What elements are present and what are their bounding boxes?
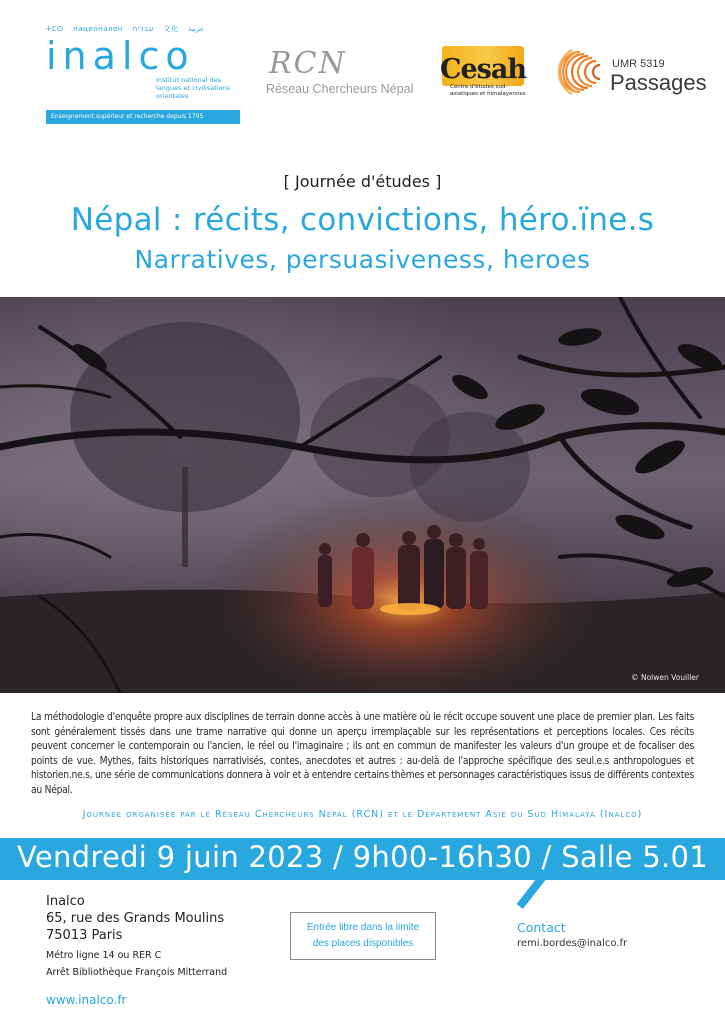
cesah-logo — [440, 46, 526, 98]
passages-rings-icon — [546, 48, 608, 96]
rcn-mark: RCN — [269, 46, 347, 81]
date-time-room: Vendredi 9 juin 2023 / 9h00-16h30 / Salle 5.01 — [16, 840, 709, 874]
website-link[interactable]: www.inalco.fr — [46, 993, 127, 1007]
contact-heading: Contact — [517, 920, 566, 935]
campfire-scene-image — [0, 297, 725, 693]
cesah-tagline: Centre d'études sud-asiatiques et himalayennes — [450, 84, 526, 97]
photo-credit: © Nolwen Vouiller — [631, 673, 699, 682]
cesah-wordmark: Cesah — [440, 54, 526, 85]
event-title: Népal : récits, convictions, héro.ïne.s — [70, 202, 655, 238]
passages-umr: UMR 5319 — [612, 58, 665, 70]
venue-stop: Arrêt Bibliothèque François Mitterrand — [46, 967, 228, 978]
contact-email-link[interactable]: remi.bordes@inalco.fr — [517, 938, 628, 949]
campfire-photo — [0, 297, 725, 693]
venue-name: Inalco — [46, 894, 85, 909]
entry-line-1: Entrée libre dans la limite — [306, 922, 420, 933]
event-kicker: [ Journée d'études ] — [283, 172, 442, 191]
organised-by: Journée organisée par le Réseau Chercheurs Népal (RCN) et le Département Asie du Sud Himalaya (Inalco) — [82, 809, 643, 820]
entry-line-2: des places disponibles — [312, 938, 414, 949]
inalco-logo — [46, 24, 240, 120]
passages-logo — [546, 48, 716, 96]
date-banner — [0, 838, 725, 880]
free-entry-box — [290, 912, 436, 960]
venue-city: 75013 Paris — [46, 928, 123, 943]
rcn-logo — [266, 48, 431, 96]
inalco-scripts: ⵜⵎⵙ национален עִבְרִית 文化 عربية — [46, 25, 205, 33]
event-subtitle: Narratives, persuasiveness, heroes — [134, 245, 591, 274]
inalco-wordmark: inalco — [46, 34, 195, 78]
inalco-subtitle: Institut national des langues et civilisations orientales — [156, 76, 231, 100]
event-abstract: La méthodologie d'enquête propre aux disciplines de terrain donne accès à une matière où le récit occupe souvent une place de premier plan. Les faits sont généralement tissés dans une trame narrative qui donne un aperçu irremplaçable sur les représentations et perceptions locales. Ces récits peuvent concerner le contemporain ou l'ancien, le réel ou l'imaginaire ; ils ont en commun de manifester les valeurs d'un groupe et de focaliser des points de vue. Mythes, faits historiques narrativisés, contes, anecdotes et autres : au-delà de l'approche spécifique des seul.e.s anthropologues et historien.ne.s, une série de communications donnera à voir et à entendre certains thèmes et personnages caractéristiques issus de différents contextes au Népal. — [31, 712, 694, 796]
passages-wordmark: Passages — [610, 70, 707, 95]
rcn-name: Réseau Chercheurs Népal — [266, 82, 414, 96]
venue-street: 65, rue des Grands Moulins — [46, 911, 225, 926]
venue-address — [46, 893, 227, 1007]
contact-block — [517, 920, 627, 949]
venue-metro: Métro ligne 14 ou RER C — [46, 950, 162, 961]
inalco-band: Enseignement supérieur et recherche depuis 1795 — [46, 110, 240, 124]
